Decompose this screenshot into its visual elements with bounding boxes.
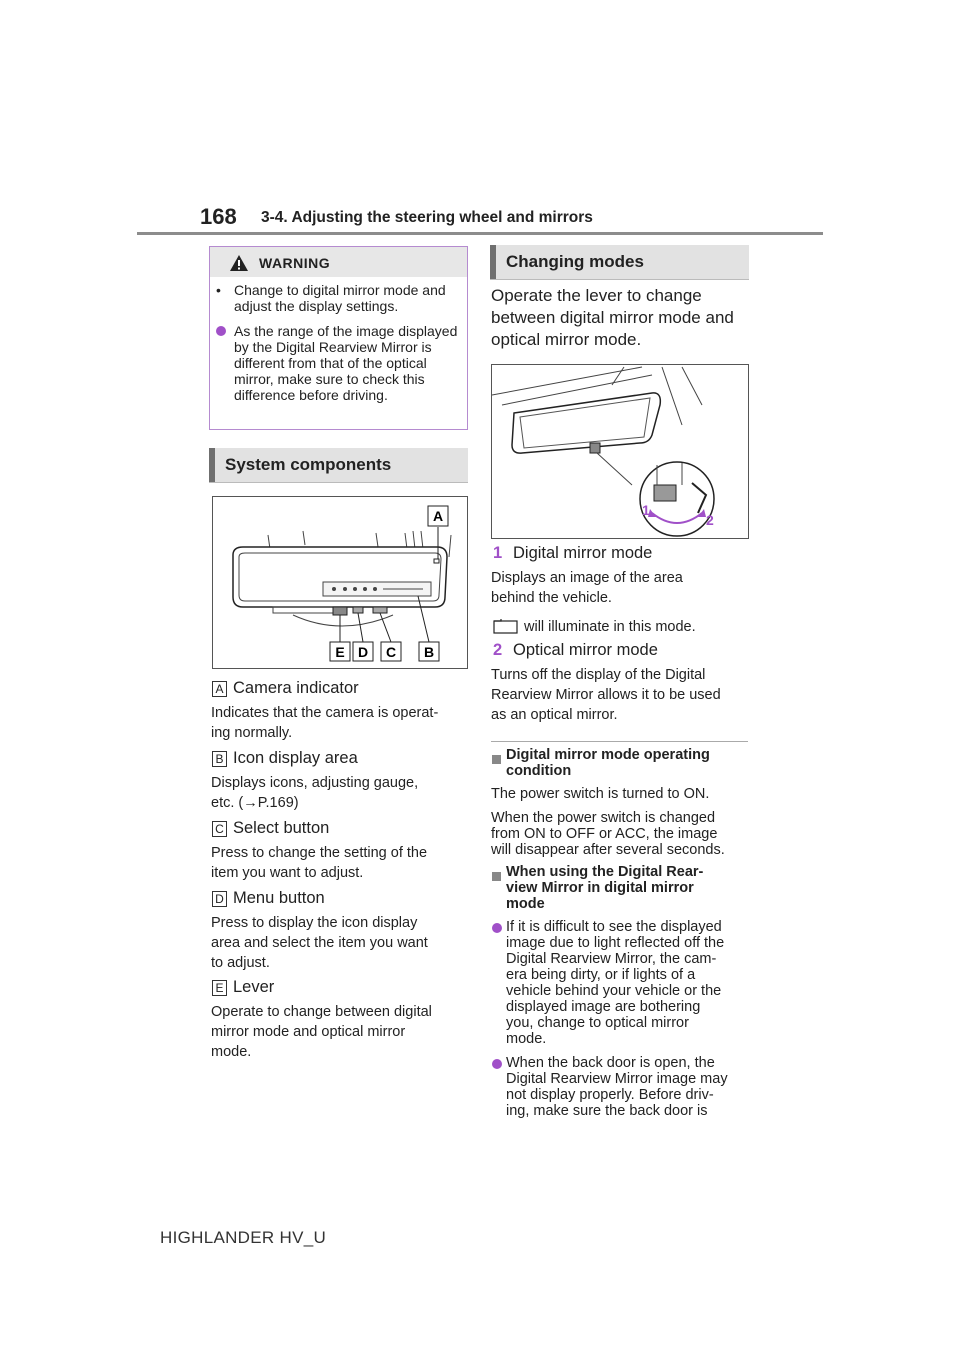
mode-title: Digital mirror mode: [513, 544, 653, 562]
letter-box-a: A: [212, 681, 227, 697]
text-line: If it is difficult to see the displayed: [506, 919, 722, 935]
component-title: Camera indicator: [233, 679, 359, 697]
component-title: Icon display area: [233, 749, 358, 767]
desc-line: ing normally.: [211, 725, 293, 741]
desc-line: Indicates that the camera is operat-: [211, 705, 439, 721]
footer-model: HIGHLANDER HV_U: [160, 1228, 327, 1247]
text-line: mode.: [506, 1031, 547, 1047]
intro-line: between digital mirror mode and: [491, 308, 734, 327]
usage-bullet: [506, 1055, 750, 1119]
section-heading-text: Changing modes: [506, 252, 644, 271]
text-line: from ON to OFF or ACC, the image: [491, 826, 718, 842]
section-heading-system-components: [209, 448, 468, 482]
desc-line: Displays an image of the area: [491, 570, 683, 586]
heading-line: view Mirror in digital mirror: [506, 880, 694, 896]
mode-desc: [491, 665, 751, 725]
figure-label-2: 2: [706, 512, 714, 528]
desc-line: as an optical mirror.: [491, 707, 618, 723]
text-line: The power switch is turned to ON.: [491, 786, 710, 802]
divider: [490, 279, 749, 280]
warning-item-text: Change to digital mirror mode and adjust the display settings.: [234, 282, 446, 314]
letter-box-c: C: [212, 821, 227, 837]
page-number: 168: [200, 204, 237, 229]
mode-note: will illuminate in this mode.: [524, 619, 696, 635]
mirror-lever-figure: [491, 364, 749, 539]
square-bullet-icon: [492, 751, 501, 769]
warning-header: [210, 247, 467, 277]
mirror-illustration: [213, 497, 468, 669]
text-line: will disappear after several seconds.: [491, 842, 725, 858]
paragraph: [491, 786, 749, 802]
figure-label-e: E: [335, 644, 345, 660]
mirror-components-figure: [212, 496, 468, 669]
figure-label-b: B: [423, 644, 435, 660]
divider: [491, 741, 748, 742]
text-line: not display properly. Before driv-: [506, 1087, 714, 1103]
figure-label-c: C: [385, 644, 397, 660]
section-heading-changing-modes: [490, 245, 749, 279]
desc-line: Turns off the display of the Digital: [491, 667, 706, 683]
text-line: When the power switch is changed: [491, 810, 716, 826]
warning-triangle-icon: [229, 254, 249, 272]
lever-illustration: [492, 365, 749, 539]
bullet-dot-icon: [492, 1059, 502, 1069]
bullet: •: [216, 282, 221, 298]
usage-bullet: [506, 919, 750, 1047]
warning-item-text: As the range of the image displayed by the Digital Rearview Mirror is different from that of the optical mirror, make sure to check this difference before driving.: [234, 323, 458, 403]
desc-line: area and select the item you want: [211, 935, 428, 951]
letter-box-b: B: [212, 751, 227, 767]
text-line: displayed image are bothering: [506, 999, 701, 1015]
square-bullet-icon: [492, 868, 501, 886]
component-title: Menu button: [233, 889, 325, 907]
heading-line: Digital mirror mode operating: [506, 747, 710, 763]
intro-line: Operate the lever to change: [491, 286, 702, 305]
desc-line: etc. (→P.169): [211, 795, 299, 811]
component-title: Select button: [233, 819, 330, 837]
paragraph: [491, 810, 749, 858]
desc-line: mode.: [211, 1044, 252, 1060]
component-desc: [211, 703, 469, 743]
text-line: When the back door is open, the: [506, 1055, 715, 1071]
text-line: vehicle behind your vehicle or the: [506, 983, 722, 999]
intro-line: optical mirror mode.: [491, 330, 642, 349]
text-line: you, change to optical mirror: [506, 1015, 689, 1031]
subheading-digital-mirror-usage: [506, 864, 703, 912]
letter-box-d: D: [212, 891, 227, 907]
desc-line: Rearview Mirror allows it to be used: [491, 687, 721, 703]
desc-line: to adjust.: [211, 955, 270, 971]
figure-label-a: A: [432, 508, 444, 524]
component-desc: [211, 773, 469, 813]
heading-line: When using the Digital Rear-: [506, 864, 704, 880]
desc-line: behind the vehicle.: [491, 590, 612, 606]
warning-title: WARNING: [259, 255, 331, 271]
bullet-dot-icon: [492, 923, 502, 933]
component-desc: [211, 913, 469, 973]
desc-line: item you want to adjust.: [211, 865, 364, 881]
figure-label-d: D: [357, 644, 369, 660]
text-line: Digital Rearview Mirror, the cam-: [506, 951, 717, 967]
mode-number: 1: [493, 544, 503, 562]
divider: [209, 482, 468, 483]
section-title: 3-4. Adjusting the steering wheel and mirrors: [261, 209, 593, 226]
component-desc: [211, 843, 469, 883]
warning-box: [209, 246, 468, 430]
mode-number: 2: [493, 641, 503, 659]
desc-line: mirror mode and optical mirror: [211, 1024, 406, 1040]
heading-line: condition: [506, 763, 572, 779]
desc-line: Operate to change between digital: [211, 1004, 432, 1020]
text-line: image due to light reflected off the: [506, 935, 725, 951]
text-line: era being dirty, or if lights of a: [506, 967, 696, 983]
camera-indicator-icon: [493, 618, 519, 634]
desc-line: Displays icons, adjusting gauge,: [211, 775, 419, 791]
desc-line: Press to display the icon display: [211, 915, 418, 931]
mode-desc: [491, 568, 751, 608]
bullet-dot-icon: [216, 323, 226, 339]
mode-title: Optical mirror mode: [513, 641, 658, 659]
heading-line: mode: [506, 896, 545, 912]
header-rule: [137, 232, 823, 235]
figure-label-1: 1: [642, 502, 650, 518]
component-desc: [211, 1002, 469, 1062]
letter-box-e: E: [212, 980, 227, 996]
text-line: ing, make sure the back door is: [506, 1103, 708, 1119]
text-line: Digital Rearview Mirror image may: [506, 1071, 728, 1087]
desc-line: Press to change the setting of the: [211, 845, 428, 861]
subheading-operating-condition: [506, 747, 710, 779]
section-heading-text: System components: [225, 455, 392, 474]
changing-modes-intro: [491, 285, 751, 351]
component-title: Lever: [233, 978, 275, 996]
